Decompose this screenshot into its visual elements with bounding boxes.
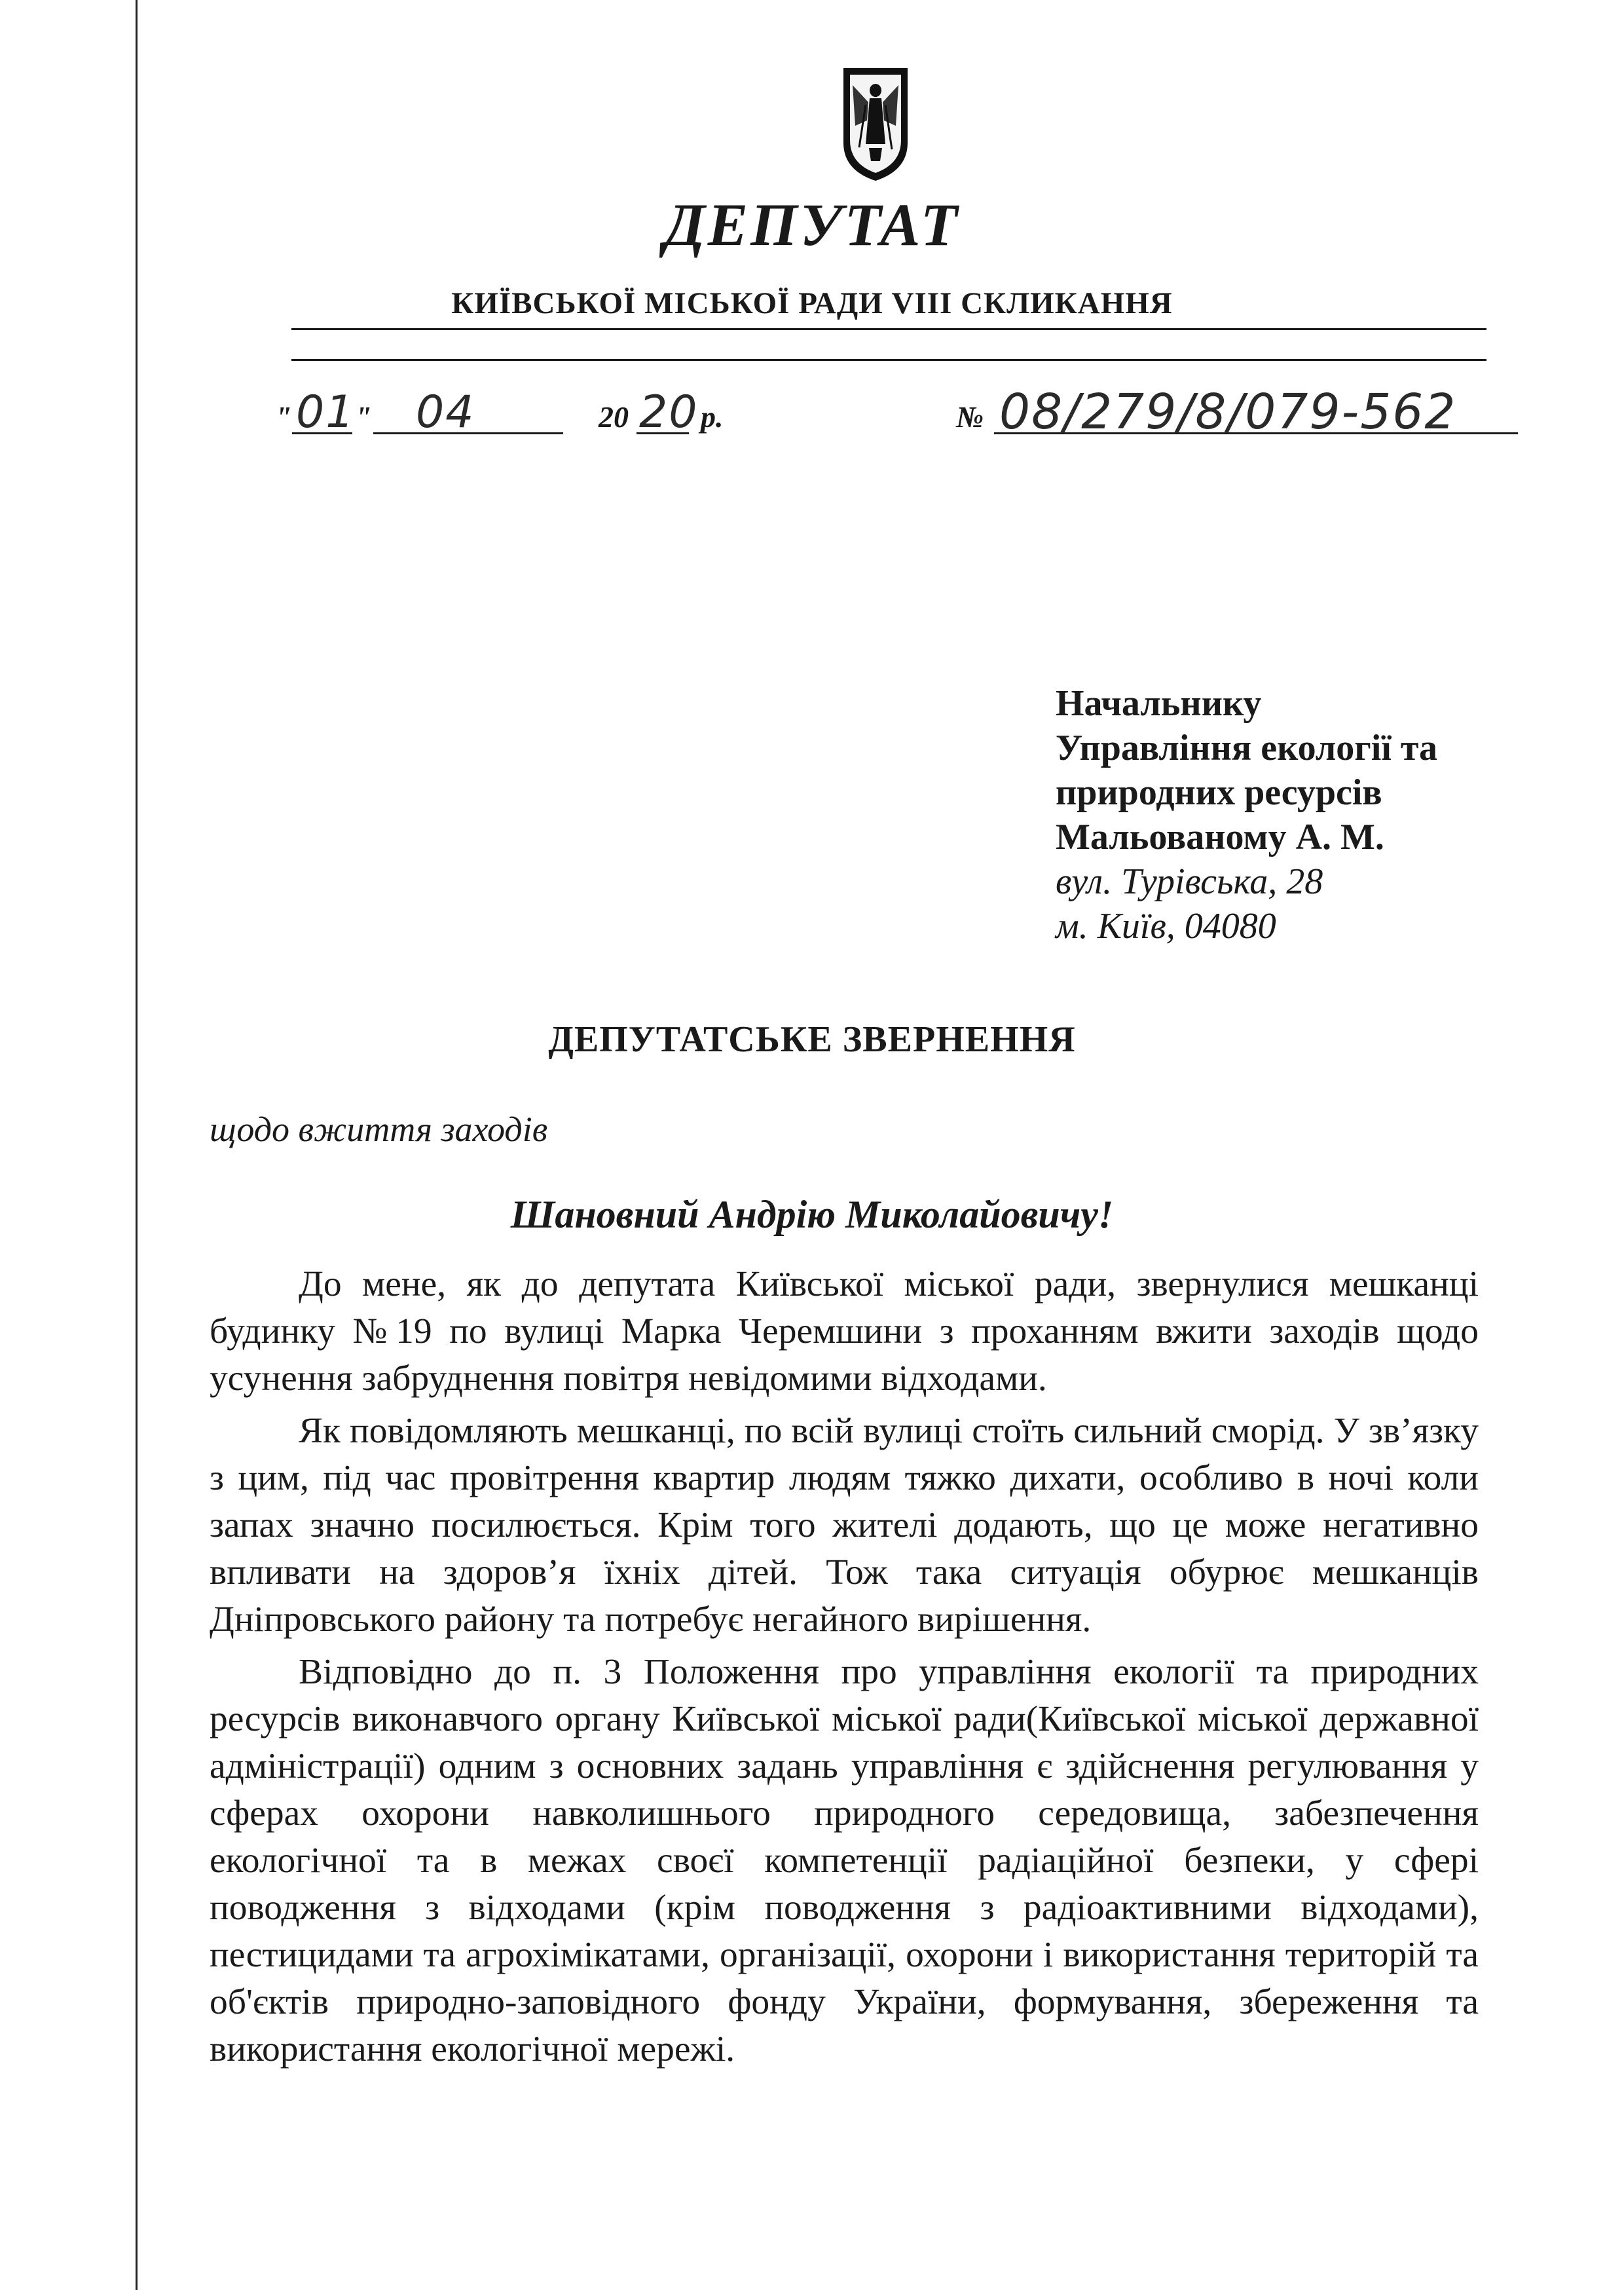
header-rule-top (291, 328, 1486, 330)
header-title: ДЕПУТАТ (663, 191, 961, 258)
recipient-line-2: Управління екології та (1056, 728, 1438, 768)
date-day: 01 (296, 386, 356, 438)
body-paragraph-2: Як повідомляють мешканці, по всій вулиці стоїть сильний сморід. У зв’язку з цим, під час провітрення квартир людям тяжко дихати, особливо в ночі коли запах значно посилюється. Крім того жителі додають, що це може негативно впливати на здоров’я їхніх дітей. Тож така ситуація обурює мешканців Дніпровського району та потребує негайного вирішення. (210, 1411, 1479, 1640)
kyiv-coat-of-arms-icon (840, 66, 912, 183)
date-year-suffix: 20 (639, 386, 699, 438)
date-year-prefix: 20 (599, 400, 629, 434)
document-title: ДЕПУТАТСЬКЕ ЗВЕРНЕННЯ (548, 1019, 1076, 1060)
date-quote-open: " (275, 400, 292, 434)
date-field (275, 386, 747, 445)
greeting: Шановний Андрію Миколайовичу! (510, 1193, 1114, 1236)
recipient-line-4: Мальованому А. М. (1056, 817, 1384, 857)
body-paragraph-3: Відповідно до п. 3 Положення про управління екології та природних ресурсів виконавчого органу Київської міської ради(Київської міської державної адміністрації) одним з основних задань управління є здійснення регулювання у сферах охорони навколишнього природного середовища, забезпечення екологічної та в межах своєї компетенції радіаційної безпеки, у сфері поводження з відходами (крім поводження з радіоактивними відходами), пестицидами та агрохімікатами, організації, охорони і використання територій та об'єктів природно-заповідного фонду України, формування, збереження та використання екологічної мережі. (210, 1652, 1479, 2069)
recipient-block (1056, 681, 1437, 948)
date-year-mark: р. (701, 400, 724, 434)
recipient-line-3: природних ресурсів (1056, 772, 1382, 813)
header-rule-bottom (291, 359, 1486, 361)
binding-margin-line (136, 0, 138, 2290)
header-subtitle: КИЇВСЬКОЇ МІСЬКОЇ РАДИ VIII СКЛИКАННЯ (451, 286, 1173, 320)
date-month: 04 (416, 386, 475, 438)
recipient-line-1: Начальнику (1056, 683, 1262, 724)
document-subject: щодо вжиття заходів (210, 1110, 548, 1149)
date-quote-close: " (355, 400, 372, 434)
letter-body (210, 1261, 1479, 2078)
body-paragraph-1: До мене, як до депутата Київської міської ради, звернулися мешканці будинку №19 по вулиці Марка Черемшини з проханням вжити заходів щодо усунення забруднення повітря невідомими відходами. (210, 1264, 1479, 1398)
number-sign: № (956, 400, 984, 434)
recipient-street: вул. Турівська, 28 (1056, 861, 1323, 902)
reference-number-field (956, 384, 1519, 445)
reference-number: 08/279/8/079-562 (999, 384, 1457, 440)
recipient-city: м. Київ, 04080 (1056, 906, 1276, 947)
